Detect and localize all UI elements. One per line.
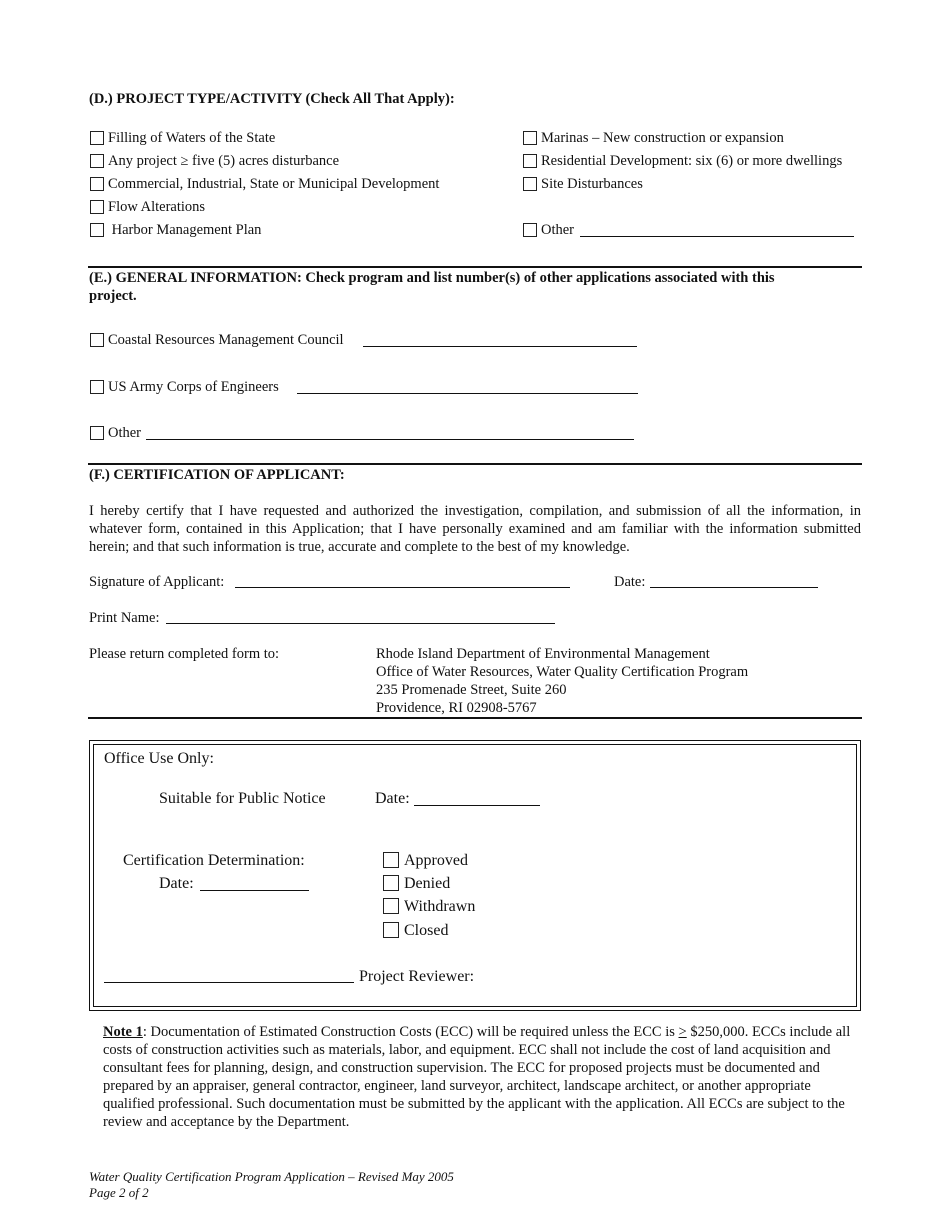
section-divider xyxy=(88,717,862,719)
residential-development-label: Residential Development: six (6) or more dwellings xyxy=(541,153,843,169)
filling-waters-label: Filling of Waters of the State xyxy=(108,130,276,146)
section-divider xyxy=(88,266,862,268)
note-text: : Documentation of Estimated Construction Costs (ECC) will be required unless the ECC is xyxy=(142,1024,679,1040)
crmc-number-field[interactable] xyxy=(363,346,637,347)
footer-page-number: Page 2 of 2 xyxy=(89,1185,149,1200)
flow-alterations-label: Flow Alterations xyxy=(108,199,206,215)
determination-date-field[interactable] xyxy=(200,890,309,891)
residential-development-checkbox[interactable] xyxy=(523,154,537,168)
section-d-heading: (D.) PROJECT TYPE/ACTIVITY (Check All That Apply): xyxy=(89,91,455,107)
public-notice-date-field[interactable] xyxy=(414,805,540,806)
greater-equal-symbol: > xyxy=(678,1024,687,1040)
project-type-other-label: Other xyxy=(541,222,575,238)
approved-label: Approved xyxy=(404,852,468,869)
signature-label: Signature of Applicant: xyxy=(89,574,225,590)
withdrawn-label: Withdrawn xyxy=(404,898,476,915)
commercial-development-checkbox[interactable] xyxy=(90,177,104,191)
denied-checkbox[interactable] xyxy=(383,875,399,891)
harbor-management-checkbox[interactable] xyxy=(90,223,104,237)
note-label: Note 1 xyxy=(103,1024,143,1040)
project-type-other-field[interactable] xyxy=(580,236,854,237)
print-name-field[interactable] xyxy=(166,623,555,624)
note-text-continued: $250,000. ECCs include all costs of construction activities such as materials, labor, and equipment. ECC shall not include the cost of land acquisition and consultant fees for planning, design, and construction supervision. The ECC for proposed projects must be documented and prepared by an appraiser, general contractor, engineer, land surveyor, architect, landscape architect, or another appropriate qualified professional. Such documentation must be submitted by the applicant with the application. All ECCs are subject to the review and acceptance by the Department. xyxy=(103,1024,851,1130)
crmc-checkbox[interactable] xyxy=(90,333,104,347)
project-type-other-checkbox[interactable] xyxy=(523,223,537,237)
address-line: 235 Promenade Street, Suite 260 xyxy=(376,682,567,698)
crmc-label: Coastal Resources Management Council xyxy=(108,332,344,348)
determination-label: Certification Determination: xyxy=(123,852,305,869)
five-acres-checkbox[interactable] xyxy=(90,154,104,168)
general-other-field[interactable] xyxy=(146,439,634,440)
office-use-inner-border xyxy=(93,744,857,1007)
flow-alterations-checkbox[interactable] xyxy=(90,200,104,214)
denied-label: Denied xyxy=(404,875,451,892)
marinas-checkbox[interactable] xyxy=(523,131,537,145)
section-divider xyxy=(88,463,862,465)
site-disturbances-label: Site Disturbances xyxy=(541,176,643,192)
filling-waters-checkbox[interactable] xyxy=(90,131,104,145)
general-other-checkbox[interactable] xyxy=(90,426,104,440)
marinas-label: Marinas – New construction or expansion xyxy=(541,130,784,146)
section-e-heading: (E.) GENERAL INFORMATION: Check program and list number(s) of other applications associated with this xyxy=(89,270,775,286)
address-line: Providence, RI 02908-5767 xyxy=(376,700,537,716)
determination-date-label: Date: xyxy=(159,875,194,892)
approved-checkbox[interactable] xyxy=(383,852,399,868)
project-reviewer-field[interactable] xyxy=(104,982,354,983)
closed-checkbox[interactable] xyxy=(383,922,399,938)
army-corps-label: US Army Corps of Engineers xyxy=(108,379,279,395)
withdrawn-checkbox[interactable] xyxy=(383,898,399,914)
public-notice-label: Suitable for Public Notice xyxy=(159,790,326,807)
office-use-box xyxy=(89,740,861,1011)
commercial-development-label: Commercial, Industrial, State or Municipal Development xyxy=(108,176,440,192)
section-e-heading-continued: project. xyxy=(89,288,137,304)
closed-label: Closed xyxy=(404,922,449,939)
five-acres-label: Any project ≥ five (5) acres disturbance xyxy=(108,153,340,169)
army-corps-number-field[interactable] xyxy=(297,393,638,394)
harbor-management-label: Harbor Management Plan xyxy=(108,222,262,238)
certification-text: I hereby certify that I have requested and authorized the investigation, compilation, and submission of all the information, in whatever form, contained in this Application; that I have personally examined and am familiar with the information submitted herein; and that such information is true, accurate and complete to the best of my knowledge. xyxy=(89,503,861,555)
site-disturbances-checkbox[interactable] xyxy=(523,177,537,191)
note-paragraph xyxy=(103,1023,858,1131)
army-corps-checkbox[interactable] xyxy=(90,380,104,394)
office-use-title: Office Use Only: xyxy=(104,750,214,767)
signature-date-field[interactable] xyxy=(650,587,818,588)
print-name-label: Print Name: xyxy=(89,610,160,626)
project-reviewer-label: Project Reviewer: xyxy=(359,968,475,985)
address-line: Rhode Island Department of Environmental Management xyxy=(376,646,710,662)
public-notice-date-label: Date: xyxy=(375,790,410,807)
return-label: Please return completed form to: xyxy=(89,646,280,662)
signature-date-label: Date: xyxy=(614,574,646,590)
address-line: Office of Water Resources, Water Quality Certification Program xyxy=(376,664,749,680)
footer-revision: Water Quality Certification Program Application – Revised May 2005 xyxy=(89,1169,454,1184)
signature-field[interactable] xyxy=(235,587,570,588)
general-other-label: Other xyxy=(108,425,142,441)
section-f-heading: (F.) CERTIFICATION OF APPLICANT: xyxy=(89,467,345,483)
